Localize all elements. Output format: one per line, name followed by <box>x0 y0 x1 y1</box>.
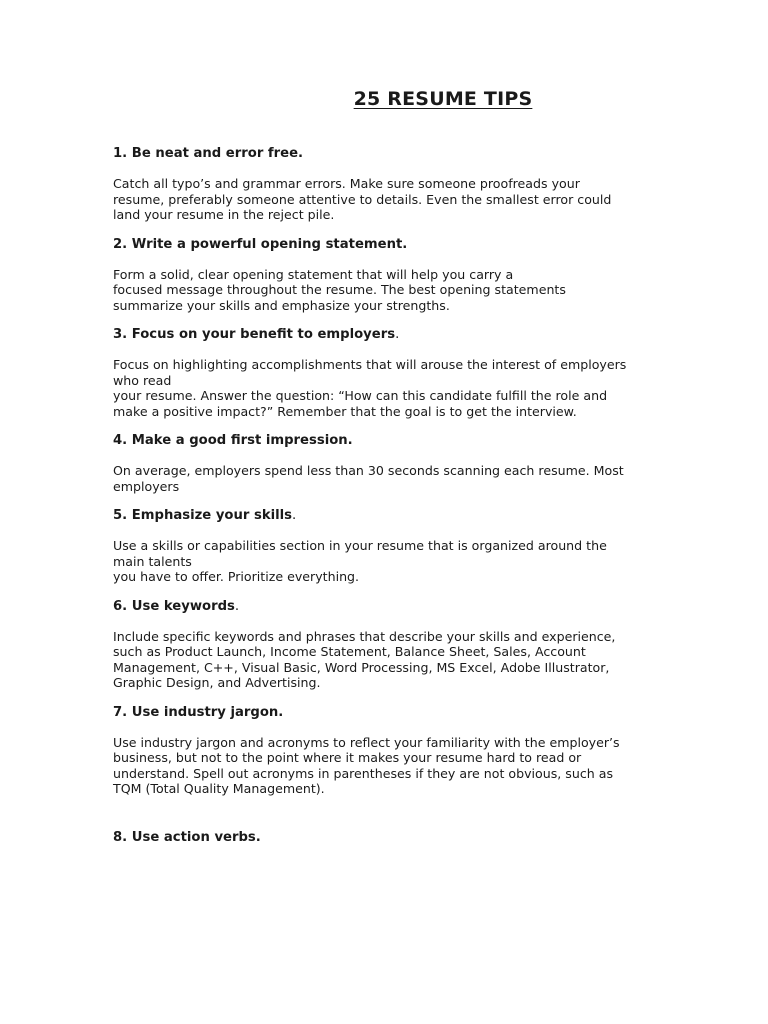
tip-body <box>113 538 658 585</box>
tip-body-line: main talents <box>113 553 192 569</box>
tip-body-line: who read <box>113 372 172 388</box>
tip-body-line: Focus on highlighting accomplishments that will arouse the interest of employers <box>113 357 627 372</box>
tip-item <box>113 810 658 846</box>
tip-body-line: land your resume in the reject pile. <box>113 207 335 222</box>
tip-heading-suffix: . <box>395 327 400 342</box>
tip-heading <box>113 145 658 162</box>
tip-body-line: make a positive impact?” Remember that the goal is to get the interview. <box>113 403 577 419</box>
tip-body-line: understand. Spell out acronyms in parentheses if they are not obvious, such as <box>113 765 614 781</box>
tip-heading <box>113 598 658 615</box>
tip-body-line: your resume. Answer the question: “How can this candidate fulfill the role and <box>113 388 608 403</box>
spacer <box>113 810 658 829</box>
tip-heading-text: 5. Emphasize your skills <box>113 508 293 523</box>
tip-body-line: Form a solid, clear opening statement that will help you carry a <box>113 266 514 282</box>
tip-body <box>113 629 658 691</box>
tip-heading-suffix: . <box>234 598 240 614</box>
tip-body-line: business, but not to the point where it makes your resume hard to read or <box>113 750 582 765</box>
tip-body-line: Include specific keywords and phrases that describe your skills and experience, <box>113 628 616 644</box>
tip-body-line: Graphic Design, and Advertising. <box>113 675 321 690</box>
tip-heading-text: 6. Use keywords <box>113 598 235 614</box>
tip-item <box>113 432 658 494</box>
tip-heading-text: 3. Focus on your benefit to employers <box>113 327 396 342</box>
tip-body-line: such as Product Launch, Income Statement, Balance Sheet, Sales, Account <box>113 644 586 659</box>
tip-item <box>113 507 658 585</box>
tip-body-line: TQM (Total Quality Management). <box>113 781 325 796</box>
tip-heading-text: 8. Use action verbs. <box>113 829 261 845</box>
tip-item <box>113 326 658 419</box>
tip-body-line: focused message throughout the resume. The best opening statements <box>113 282 566 297</box>
tip-item <box>113 236 658 314</box>
tip-body-line: Catch all typo’s and grammar errors. Make sure someone proofreads your <box>113 176 580 191</box>
tip-body-line: you have to offer. Prioritize everything. <box>113 569 360 584</box>
tip-heading <box>113 236 658 253</box>
tip-body-line: summarize your skills and emphasize your strengths. <box>113 297 450 313</box>
document-title: 25 RESUME TIPS <box>353 88 533 110</box>
tip-heading-text: 4. Make a good first impression. <box>113 433 353 448</box>
tip-heading-text: 2. Write a powerful opening statement. <box>113 236 408 252</box>
tip-body-line: Use industry jargon and acronyms to reflect your familiarity with the employer’s <box>113 734 620 750</box>
tips-list <box>113 145 658 860</box>
tip-body <box>113 267 658 314</box>
tip-body <box>113 463 658 494</box>
tip-item <box>113 598 658 691</box>
tip-body-line: On average, employers spend less than 30 seconds scanning each resume. Most <box>113 463 624 478</box>
tip-heading-suffix: . <box>292 508 297 523</box>
tip-body <box>113 357 658 419</box>
tip-body-line: employers <box>113 478 180 494</box>
tip-heading <box>113 432 658 449</box>
tip-body-line: resume, preferably someone attentive to details. Even the smallest error could <box>113 191 612 207</box>
tip-heading-text: 1. Be neat and error free. <box>113 146 304 161</box>
tip-heading <box>113 829 658 846</box>
tip-heading <box>113 704 658 721</box>
tip-item <box>113 145 658 223</box>
tip-body <box>113 176 658 223</box>
tip-body <box>113 735 658 797</box>
tip-item <box>113 704 658 797</box>
tip-body-line: Use a skills or capabilities section in your resume that is organized around the <box>113 538 607 553</box>
tip-body-line: Management, C++, Visual Basic, Word Processing, MS Excel, Adobe Illustrator, <box>113 659 610 675</box>
tip-heading <box>113 507 658 524</box>
tip-heading <box>113 326 658 343</box>
tip-heading-text: 7. Use industry jargon. <box>113 704 284 720</box>
